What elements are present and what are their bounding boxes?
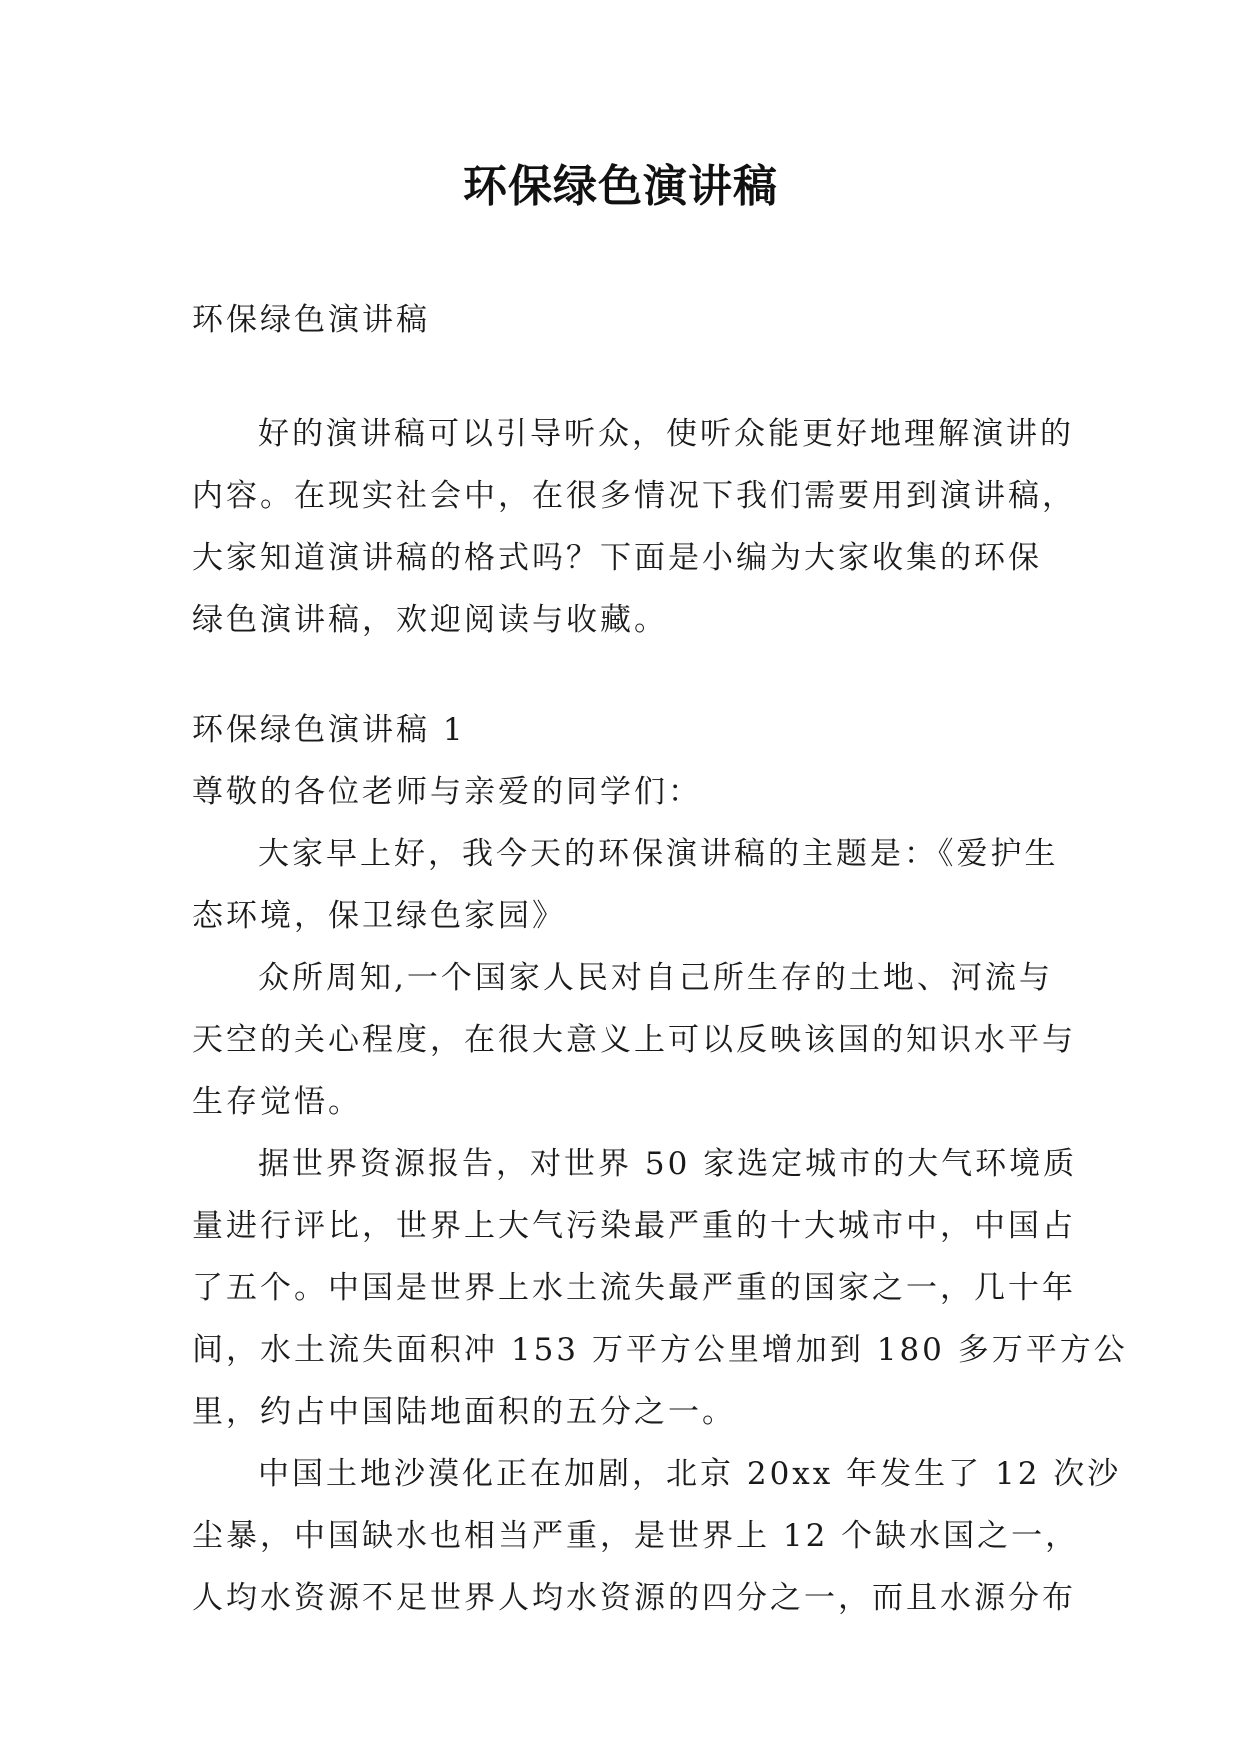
para2-line-3: 生存觉悟。 (192, 1084, 362, 1120)
document-title: 环保绿色演讲稿 (463, 161, 778, 212)
para1-line-1: 大家早上好，我今天的环保演讲稿的主题是：《爱护生 (258, 836, 1059, 872)
intro-line-3: 大家知道演讲稿的格式吗？下面是小编为大家收集的环保 (192, 540, 1042, 576)
para4-line-1: 中国土地沙漠化正在加剧，北京 20xx 年发生了 12 次沙 (258, 1456, 1122, 1492)
para4-line-3: 人均水资源不足世界人均水资源的四分之一，而且水源分布 (192, 1580, 1076, 1616)
intro-line-1: 好的演讲稿可以引导听众，使听众能更好地理解演讲的 (258, 416, 1074, 452)
document-subtitle: 环保绿色演讲稿 (192, 302, 430, 338)
para3-line-2: 量进行评比，世界上大气污染最严重的十大城市中，中国占 (192, 1208, 1076, 1244)
para1-line-2: 态环境，保卫绿色家园》 (192, 898, 566, 934)
intro-line-4: 绿色演讲稿，欢迎阅读与收藏。 (192, 602, 668, 638)
para3-line-5: 里，约占中国陆地面积的五分之一。 (192, 1394, 736, 1430)
para3-line-3: 了五个。中国是世界上水土流失最严重的国家之一，几十年 (192, 1270, 1076, 1306)
para3-line-1: 据世界资源报告，对世界 50 家选定城市的大气环境质 (258, 1146, 1078, 1182)
para2-line-1: 众所周知,一个国家人民对自己所生存的土地、河流与 (258, 960, 1053, 996)
greeting-line: 尊敬的各位老师与亲爱的同学们： (192, 774, 702, 810)
para4-line-2: 尘暴，中国缺水也相当严重，是世界上 12 个缺水国之一， (192, 1518, 1080, 1554)
intro-line-2: 内容。在现实社会中，在很多情况下我们需要用到演讲稿， (192, 478, 1076, 514)
section-heading: 环保绿色演讲稿 1 (192, 712, 466, 748)
para2-line-2: 天空的关心程度，在很大意义上可以反映该国的知识水平与 (192, 1022, 1076, 1058)
para3-line-4: 间，水土流失面积冲 153 万平方公里增加到 180 多万平方公 (192, 1332, 1128, 1368)
